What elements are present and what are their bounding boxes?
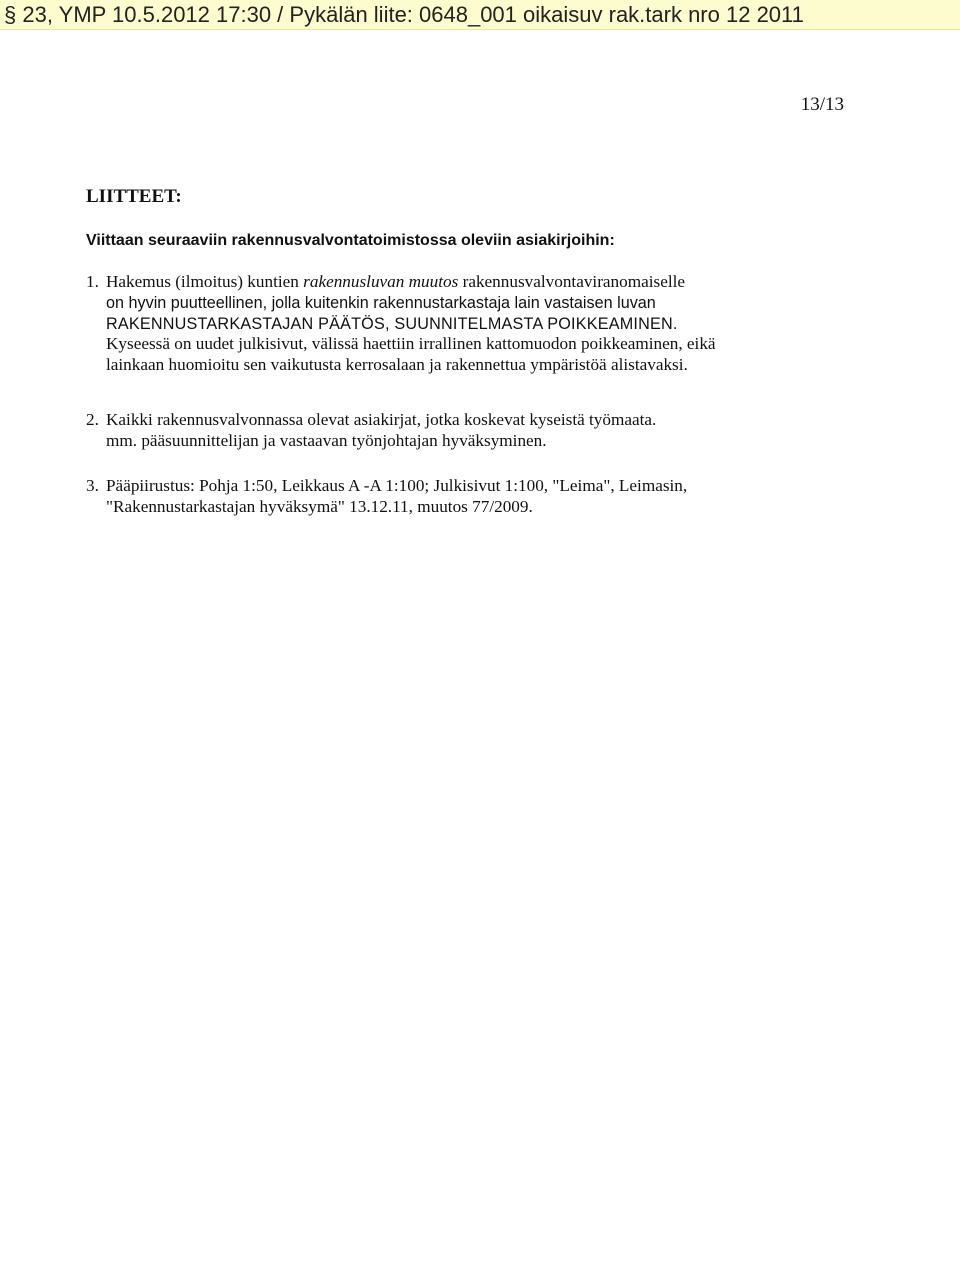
- list-item-number: 1.: [86, 272, 99, 291]
- header-bar: [0, 0, 960, 30]
- list-item-number: 3.: [86, 476, 99, 495]
- list-item-line: "Rakennustarkastajan hyväksymä" 13.12.11, muutos 77/2009.: [106, 496, 533, 516]
- list-item: [86, 272, 816, 376]
- list-item-line: mm. pääsuunnittelijan ja vastaavan työnjohtajan hyväksyminen.: [106, 430, 547, 450]
- list-item-line: RAKENNUSTARKASTAJAN PÄÄTÖS, SUUNNITELMASTA POIKKEAMINEN.: [106, 314, 678, 333]
- list-item: [86, 476, 816, 518]
- list-item-line: Pääpiirustus: Pohja 1:50, Leikkaus A -A 1:100; Julkisivut 1:100, "Leima", Leimasin,: [106, 476, 688, 495]
- list-item-line: on hyvin puutteellinen, jolla kuitenkin rakennustarkastaja lain vastaisen luvan: [106, 293, 656, 312]
- header-title: § 23, YMP 10.5.2012 17:30 / Pykälän liite: 0648_001 oikaisuv rak.tark nro 12 2011: [4, 2, 804, 27]
- list-item-line: Kyseessä on uudet julkisivut, välissä haettiin irrallinen kattomuodon poikkeaminen, eikä: [106, 334, 716, 354]
- list-item-line: lainkaan huomioitu sen vaikutusta kerrosalaan ja rakennettua ympäristöä alistavaksi.: [106, 355, 688, 375]
- list-item-line: Kaikki rakennusvalvonnassa olevat asiakirjat, jotka koskevat kyseistä työmaata.: [106, 410, 657, 429]
- list-item: [86, 410, 816, 452]
- page-number: 13/13: [800, 94, 844, 115]
- text-segment: rakennusvalvontaviranomaiselle: [458, 272, 686, 291]
- text-segment: Hakemus (ilmoitus) kuntien: [106, 272, 304, 291]
- list-item-number: 2.: [86, 410, 99, 429]
- section-title: LIITTEET:: [86, 186, 182, 207]
- list-item-line: [86, 272, 816, 293]
- italic-text: rakennusluvan muutos: [303, 272, 459, 291]
- intro-text: Viittaan seuraaviin rakennusvalvontatoimistossa oleviin asiakirjoihin:: [86, 232, 615, 249]
